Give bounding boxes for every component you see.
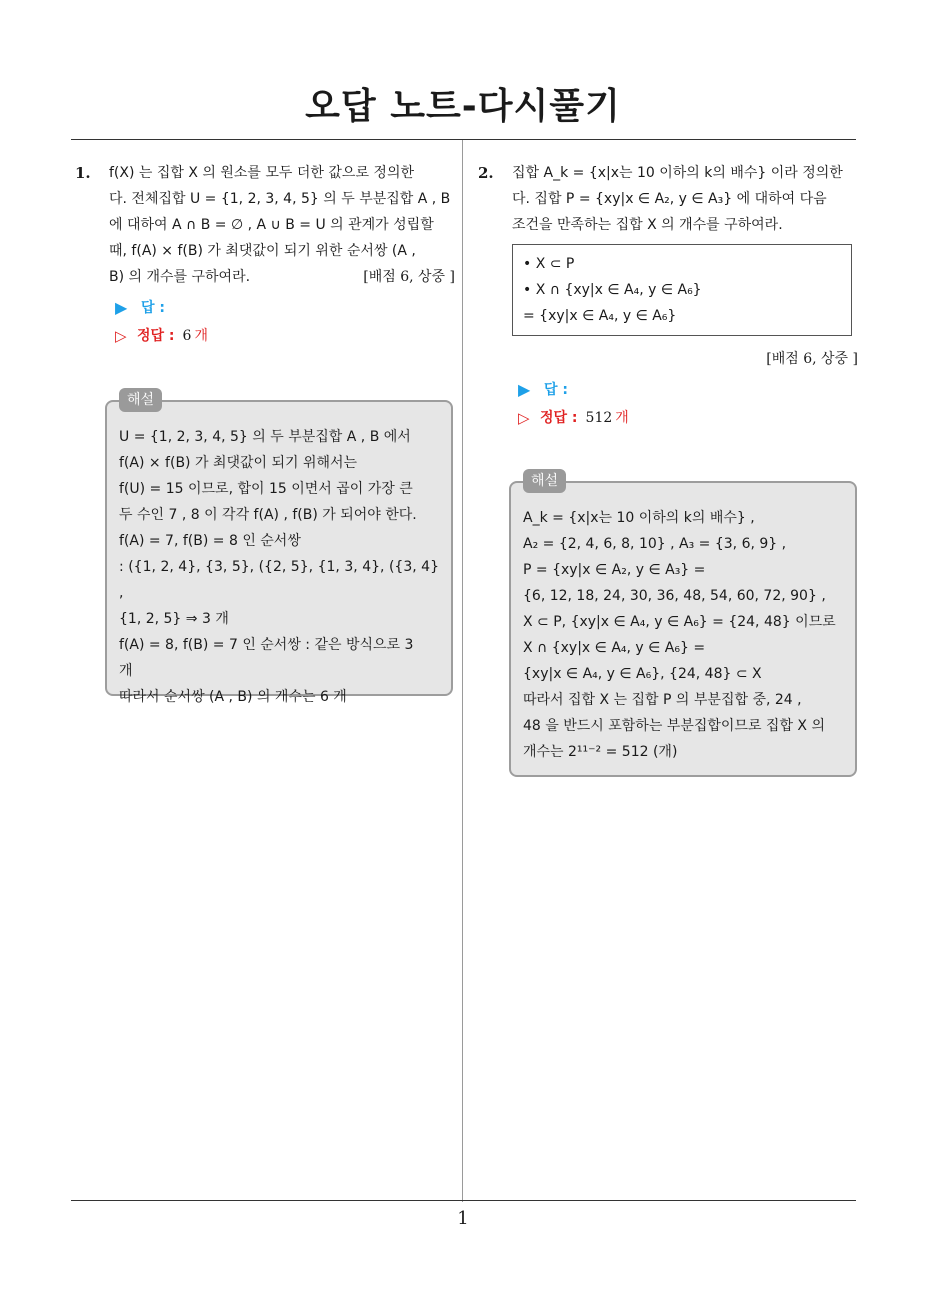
explanation-line: X ⊂ P, {xy|x ∈ A₄, y ∈ A₆} = {24, 48} 이므로 <box>523 614 836 630</box>
explanation-line: {xy|x ∈ A₄, y ∈ A₆}, {24, 48} ⊂ X <box>523 666 762 682</box>
explanation-box-2 <box>509 473 857 777</box>
question-line: 에 대하여 A ∩ B = ∅ , A ∪ B = U 의 관계가 성립할 <box>109 217 434 233</box>
condition-line: • X ⊂ P <box>523 256 575 272</box>
column-divider <box>462 140 463 1202</box>
question-1-number: 1. <box>75 164 91 182</box>
explanation-line: f(A) = 7, f(B) = 8 인 순서쌍 <box>119 533 301 549</box>
score-label: [배점 6, 상중 ] <box>363 269 455 285</box>
question-1 <box>75 160 455 350</box>
explanation-box-1 <box>105 392 453 705</box>
explanation-badge: 해설 <box>523 469 566 493</box>
correct-answer-unit: 개 <box>194 328 208 344</box>
explanation-line: 따라서 집합 X 는 집합 P 의 부분집합 중, 24 , <box>523 692 802 708</box>
answer-label: 답 : <box>141 300 165 316</box>
condition-line: = {xy|x ∈ A₄, y ∈ A₆} <box>523 308 677 324</box>
explanation-line: U = {1, 2, 3, 4, 5} 의 두 부분집합 A , B 에서 <box>119 429 411 445</box>
explanation-line: X ∩ {xy|x ∈ A₄, y ∈ A₆} = <box>523 640 706 656</box>
explanation-line: 개 <box>119 663 133 679</box>
score-label: [배점 6, 상중 ] <box>766 351 858 367</box>
question-line: 집합 A_k = {x|x는 10 이하의 k의 배수} 이라 정의한 <box>512 165 843 181</box>
answer-block <box>75 294 455 350</box>
question-2-number: 2. <box>478 164 494 182</box>
correct-answer-value: 512 <box>585 410 613 426</box>
explanation-line: {6, 12, 18, 24, 30, 36, 48, 54, 60, 72, 90} , <box>523 588 826 604</box>
correct-answer-value: 6 <box>182 328 192 344</box>
explanation-line: P = {xy|x ∈ A₂, y ∈ A₃} = <box>523 562 706 578</box>
correct-answer-unit: 개 <box>615 410 629 426</box>
question-line: 때, f(A) × f(B) 가 최댓값이 되기 위한 순서쌍 (A , <box>109 243 416 259</box>
question-2-text <box>512 160 858 238</box>
condition-box <box>512 244 852 336</box>
explanation-line: A_k = {x|x는 10 이하의 k의 배수} , <box>523 510 755 526</box>
explanation-line: f(A) × f(B) 가 최댓값이 되기 위해서는 <box>119 455 358 471</box>
page-title: 오답 노트-다시풀기 <box>305 86 621 127</box>
correct-answer-label: 정답 : <box>137 328 175 344</box>
question-2 <box>478 160 858 432</box>
explanation-line: {1, 2, 5} ⇒ 3 개 <box>119 611 229 627</box>
explanation-line: 따라서 순서쌍 (A , B) 의 개수는 6 개 <box>119 689 347 705</box>
question-1-text <box>109 160 455 290</box>
triangle-outline-icon: ▷ <box>115 327 127 345</box>
explanation-line: f(U) = 15 이므로, 합이 15 이면서 곱이 가장 큰 <box>119 481 413 497</box>
explanation-line: 48 을 반드시 포함하는 부분집합이므로 집합 X 의 <box>523 718 825 734</box>
correct-answer-label: 정답 : <box>540 410 578 426</box>
page-number: 1 <box>457 1208 469 1229</box>
question-2-body <box>478 160 858 372</box>
footer-divider <box>71 1200 856 1201</box>
play-icon: ▶ <box>115 298 128 317</box>
explanation-badge: 해설 <box>119 388 162 412</box>
question-line: 조건을 만족하는 집합 X 의 개수를 구하여라. <box>512 217 783 233</box>
explanation-line: A₂ = {2, 4, 6, 8, 10} , A₃ = {3, 6, 9} , <box>523 536 787 552</box>
explanation-line: 개수는 2¹¹⁻² = 512 (개) <box>523 744 678 760</box>
question-1-body <box>75 160 455 290</box>
question-line: f(X) 는 집합 X 의 원소를 모두 더한 값으로 정의한 <box>109 165 414 181</box>
answer-block <box>478 376 858 432</box>
answer-label: 답 : <box>544 382 568 398</box>
triangle-outline-icon: ▷ <box>518 409 530 427</box>
question-line: B) 의 개수를 구하여라. <box>109 269 251 285</box>
condition-line: • X ∩ {xy|x ∈ A₄, y ∈ A₆} <box>523 282 702 298</box>
question-line: 다. 집합 P = {xy|x ∈ A₂, y ∈ A₃} 에 대하여 다음 <box>512 191 827 207</box>
explanation-line: 두 수인 7 , 8 이 각각 f(A) , f(B) 가 되어야 한다. <box>119 507 417 523</box>
explanation-line: : ({1, 2, 4}, {3, 5}, ({2, 5}, {1, 3, 4}, ({3, 4} , <box>119 559 439 601</box>
explanation-line: f(A) = 8, f(B) = 7 인 순서쌍 : 같은 방식으로 3 <box>119 637 414 653</box>
question-line: 다. 전체집합 U = {1, 2, 3, 4, 5} 의 두 부분집합 A , B <box>109 191 451 207</box>
header-divider <box>71 139 856 140</box>
play-icon: ▶ <box>518 380 531 399</box>
